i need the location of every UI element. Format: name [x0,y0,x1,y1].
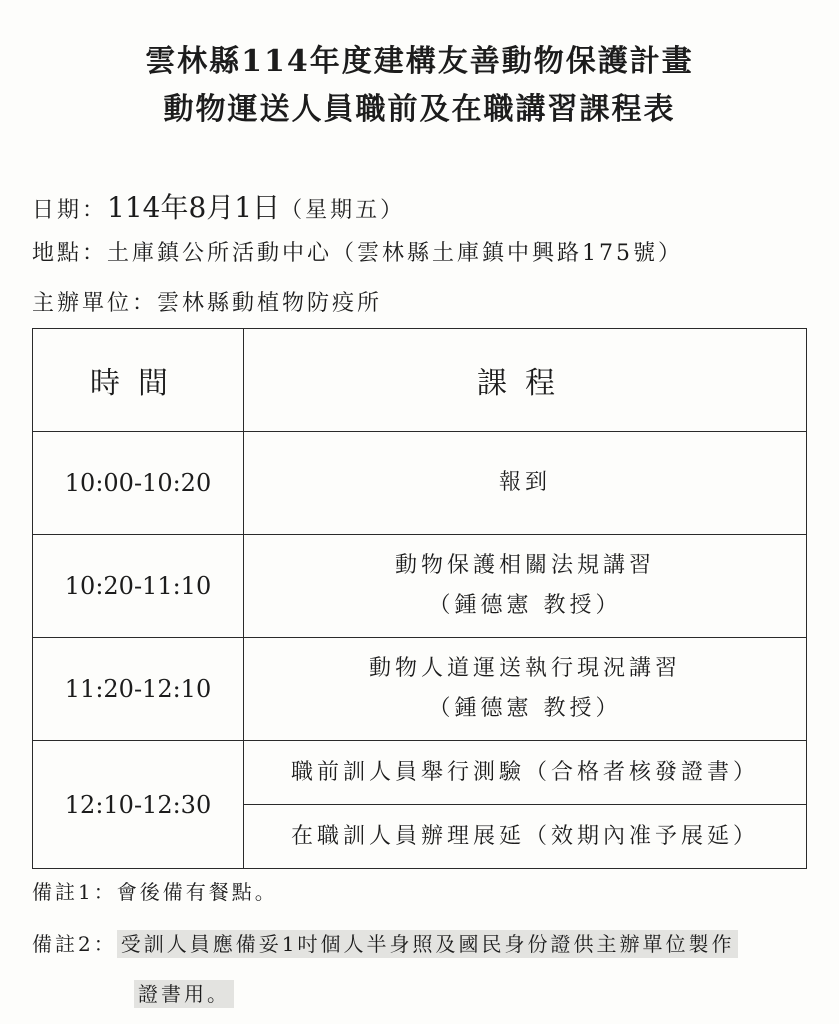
table-header-row [33,329,807,432]
document-title-line2: 動物運送人員職前及在職講習課程表 [163,92,676,127]
course-cell: 在職訓人員辦理展延（效期內准予展延） [244,805,807,869]
note-2-continuation [134,978,234,1007]
organizer-value: 雲林縣動植物防疫所 [157,291,383,316]
note-2-text: 受訓人員應備妥1吋個人半身照及國民身份證供主辦單位製作 [117,930,739,958]
organizer-label: 主辦單位： [32,291,158,316]
time-cell: 11:20-12:10 [33,638,244,741]
location-label: 地點： [32,241,108,266]
note-2 [32,928,738,957]
time-cell: 10:20-11:10 [33,535,244,638]
table-row [33,638,807,741]
note-2-label: 備註2： [32,932,117,956]
organizer-info [32,286,382,317]
course-cell: 報到 [244,432,807,535]
table-row [33,741,807,805]
note-1-label: 備註1： [32,880,117,904]
course-cell [244,638,807,741]
date-weekday: （星期五） [280,198,406,223]
course-cell: 職前訓人員舉行測驗（合格者核發證書） [244,741,807,805]
date-value: 114年8月1日 [107,191,281,224]
course-cell [244,535,807,638]
date-info [32,186,405,226]
schedule-table [32,328,807,869]
date-label: 日期： [32,198,108,223]
time-cell: 10:00-10:20 [33,432,244,535]
note-1 [32,876,278,905]
time-cell: 12:10-12:30 [33,741,244,869]
table-row [33,535,807,638]
course-title: 動物保護相關法規講習 [394,553,655,578]
header-time: 時間 [33,329,244,432]
location-value: 土庫鎮公所活動中心（雲林縣土庫鎮中興路175號） [107,241,684,266]
note-2-cont-text: 證書用。 [134,980,234,1008]
course-lecturer: （鍾德憲 教授） [428,696,622,721]
document-title-line1: 雲林縣114年度建構友善動物保護計畫 [145,44,694,79]
header-course: 課程 [244,329,807,432]
course-lecturer: （鍾德憲 教授） [428,593,622,618]
location-info [32,236,683,267]
note-1-text: 會後備有餐點。 [116,880,278,904]
table-row [33,432,807,535]
course-title: 動物人道運送執行現況講習 [368,656,681,681]
